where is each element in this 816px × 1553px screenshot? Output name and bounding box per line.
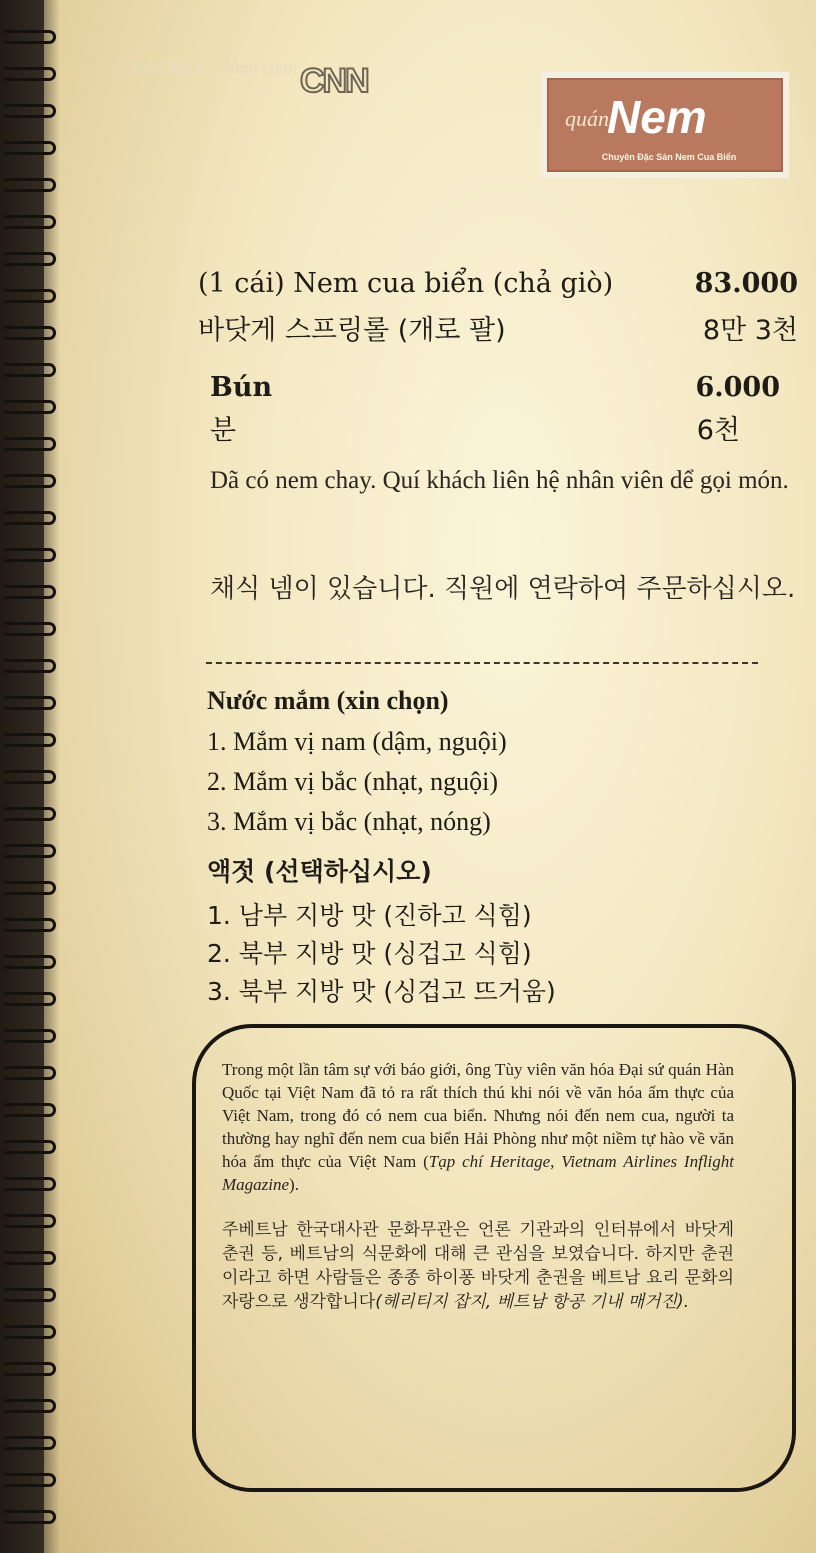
binding-ring (4, 1029, 56, 1043)
list-item: 2. Mắm vị bắc (nhạt, nguội) (207, 767, 498, 796)
binding-ring (4, 1066, 56, 1080)
sauce-options-kr (207, 897, 556, 1011)
binding-ring (4, 622, 56, 636)
list-item: 3. Mắm vị bắc (nhạt, nóng) (207, 807, 491, 836)
binding-ring (4, 733, 56, 747)
binding-ring (4, 1399, 56, 1413)
vegetarian-note-vi: Dã có nem chay. Quí khách liên hệ nhân viên dể gọi món. (210, 467, 789, 494)
binding-ring (4, 1362, 56, 1376)
divider (206, 662, 758, 664)
binding-ring (4, 1510, 56, 1524)
binding-ring (4, 1140, 56, 1154)
binding-ring (4, 881, 56, 895)
item-name-vi: (1 cái) Nem cua biển (chả giò) (198, 268, 614, 299)
binding-ring (4, 141, 56, 155)
list-item: 1. Mắm vị nam (dậm, nguội) (207, 727, 507, 756)
binding-ring (4, 326, 56, 340)
binding-ring (4, 1436, 56, 1450)
sauce-title-kr: 액젓 (선택하십시오) (207, 857, 432, 886)
menu-item-bun (210, 372, 780, 403)
binding-ring (4, 400, 56, 414)
binding-ring (4, 585, 56, 599)
info-source-vi: Tạp chí Heritage, Vietnam Airlines Inflight Magazine (222, 1152, 734, 1194)
menu-item-nem-cua-bien (198, 268, 798, 299)
binding-ring (4, 1103, 56, 1117)
logo-nem-text: Nem (607, 91, 707, 143)
binding-ring (4, 1473, 56, 1487)
spiral-binding (0, 0, 60, 1553)
binding-ring (4, 1325, 56, 1339)
item-price: 83.000 (694, 268, 798, 299)
item-name-kr: 분 (210, 415, 237, 446)
binding-ring (4, 178, 56, 192)
binding-ring (4, 363, 56, 377)
item-name-kr: 바닷게 스프링롤 (개로 팔) (198, 315, 506, 346)
binding-ring (4, 844, 56, 858)
info-text-vi: Trong một lần tâm sự với báo giới, ông Tùy viên văn hóa Đại sứ quán Hàn Quốc tại Việt Nam đã tỏ ra rất thích thú khi nói về văn hóa ẩm thực của Việt Nam, trong đó có nem cua biển. Nhưng nói đến nem cua, người ta thường hay nghĩ đến nem cua biển Hải Phòng như một niềm tự hào về văn hóa ẩm thực của Việt Nam (Tạp chí Heritage, Vietnam Airlines Inflight Magazine). (222, 1060, 734, 1194)
binding-ring (4, 696, 56, 710)
sauce-title-vi: Nước mắm (xin chọn) (207, 686, 449, 715)
faded-header-text: "Món Nem ... bình chọn (122, 58, 297, 78)
info-source-kr: (헤리티지 잡지, 베트남 항공 기내 매거진). (375, 1292, 690, 1312)
binding-ring (4, 992, 56, 1006)
item-price-kr: 6천 (696, 415, 740, 446)
item-price: 6.000 (695, 372, 780, 403)
item-name-vi: Bún (210, 372, 273, 403)
item-price-kr: 8만 3천 (702, 315, 798, 346)
cnn-logo: CNN (300, 62, 368, 100)
binding-ring (4, 215, 56, 229)
binding-ring (4, 918, 56, 932)
binding-ring (4, 30, 56, 44)
binding-ring (4, 474, 56, 488)
restaurant-logo (541, 72, 789, 178)
binding-ring (4, 770, 56, 784)
list-item: 3. 북부 지방 맛 (싱겁고 뜨거움) (207, 977, 556, 1006)
menu-item-nem-cua-bien-kr (198, 308, 798, 347)
binding-ring (4, 1214, 56, 1228)
list-item: 1. 남부 지방 맛 (진하고 식힘) (207, 901, 532, 930)
binding-ring (4, 1288, 56, 1302)
binding-ring (4, 289, 56, 303)
info-box (192, 1024, 796, 1492)
binding-ring (4, 955, 56, 969)
logo-quan-text: quán (565, 106, 609, 131)
logo-tagline: Chuyên Đặc Sản Nem Cua Biển (601, 152, 737, 162)
vegetarian-note-kr: 채식 넴이 있습니다. 직원에 연락하여 주문하십시오. (210, 574, 796, 604)
list-item: 2. 북부 지방 맛 (싱겁고 식힘) (207, 939, 532, 968)
binding-ring (4, 67, 56, 81)
menu-page (44, 0, 816, 1553)
binding-ring (4, 252, 56, 266)
binding-ring (4, 659, 56, 673)
binding-ring (4, 511, 56, 525)
menu-item-bun-kr (210, 408, 740, 447)
info-text-kr: 주베트남 한국대사관 문화무관은 언론 기관과의 인터뷰에서 바닷게 춘권 등, 베트남의 식문화에 대해 큰 관심을 보였습니다. 하지만 춘권이라고 하면 사람들은 종종 하이퐁 바닷게 춘권을 베트남 요리 문화의 자랑으로 생각합니다(헤리티지 잡지, 베트남 항공 기내 매거진). (222, 1220, 734, 1312)
sauce-options-vi (207, 722, 507, 842)
binding-ring (4, 1251, 56, 1265)
binding-ring (4, 437, 56, 451)
binding-ring (4, 1177, 56, 1191)
binding-ring (4, 104, 56, 118)
binding-ring (4, 807, 56, 821)
binding-ring (4, 548, 56, 562)
